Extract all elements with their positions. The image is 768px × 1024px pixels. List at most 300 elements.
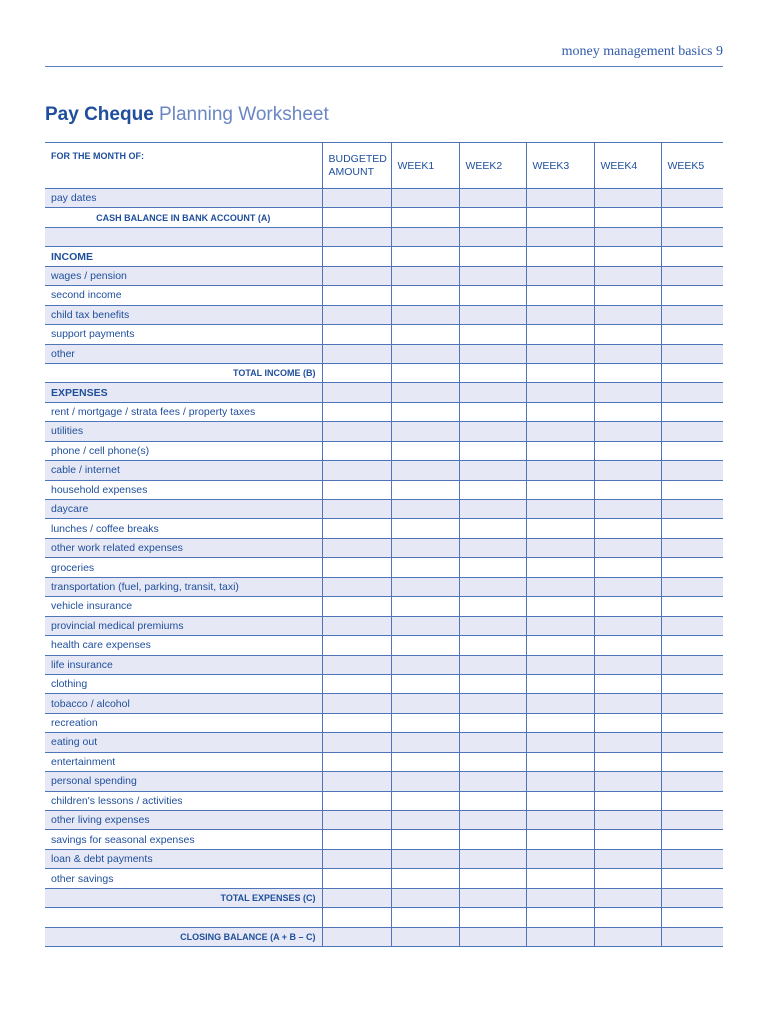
entry-cell[interactable] (391, 752, 459, 771)
entry-cell[interactable] (322, 402, 391, 421)
entry-cell[interactable] (322, 888, 391, 907)
table-row (45, 636, 723, 655)
column-header-week5: WEEK5 (661, 143, 723, 189)
entry-cell[interactable] (661, 500, 723, 519)
table-row (45, 305, 723, 324)
entry-cell[interactable] (459, 655, 526, 674)
entry-cell[interactable] (459, 266, 526, 285)
entry-cell[interactable] (322, 655, 391, 674)
entry-cell[interactable] (661, 772, 723, 791)
row-label: TOTAL EXPENSES (C) (45, 888, 322, 907)
entry-cell[interactable] (526, 752, 594, 771)
entry-cell[interactable] (459, 636, 526, 655)
entry-cell[interactable] (322, 752, 391, 771)
entry-cell[interactable] (391, 577, 459, 596)
entry-cell[interactable] (459, 247, 526, 266)
entry-cell[interactable] (459, 305, 526, 324)
entry-cell[interactable] (526, 461, 594, 480)
row-label: daycare (45, 500, 322, 519)
entry-cell[interactable] (391, 305, 459, 324)
entry-cell[interactable] (391, 616, 459, 635)
table-row (45, 655, 723, 674)
entry-cell[interactable] (594, 441, 661, 460)
entry-cell[interactable] (391, 694, 459, 713)
entry-cell[interactable] (594, 402, 661, 421)
entry-cell[interactable] (594, 733, 661, 752)
table-row (45, 208, 723, 227)
entry-cell[interactable] (459, 344, 526, 363)
row-label: life insurance (45, 655, 322, 674)
entry-cell[interactable] (391, 849, 459, 868)
entry-cell[interactable] (526, 305, 594, 324)
column-header-week1: WEEK1 (391, 143, 459, 189)
entry-cell[interactable] (459, 441, 526, 460)
row-label: EXPENSES (45, 383, 322, 402)
entry-cell[interactable] (594, 713, 661, 732)
entry-cell[interactable] (459, 927, 526, 946)
header-row (45, 143, 723, 189)
entry-cell[interactable] (391, 791, 459, 810)
entry-cell[interactable] (391, 733, 459, 752)
entry-cell[interactable] (459, 519, 526, 538)
table-row (45, 500, 723, 519)
entry-cell[interactable] (526, 636, 594, 655)
row-label: other work related expenses (45, 538, 322, 557)
entry-cell[interactable] (459, 674, 526, 693)
entry-cell[interactable] (594, 461, 661, 480)
entry-cell[interactable] (391, 422, 459, 441)
entry-cell[interactable] (322, 227, 391, 246)
entry-cell[interactable] (594, 811, 661, 830)
entry-cell[interactable] (661, 577, 723, 596)
entry-cell[interactable] (391, 500, 459, 519)
entry-cell[interactable] (322, 538, 391, 557)
row-label: other savings (45, 869, 322, 888)
entry-cell[interactable] (322, 305, 391, 324)
entry-cell[interactable] (322, 616, 391, 635)
entry-cell[interactable] (594, 577, 661, 596)
entry-cell[interactable] (459, 811, 526, 830)
entry-cell[interactable] (322, 558, 391, 577)
row-label: wages / pension (45, 266, 322, 285)
entry-cell[interactable] (391, 869, 459, 888)
entry-cell[interactable] (661, 558, 723, 577)
entry-cell[interactable] (322, 577, 391, 596)
entry-cell[interactable] (391, 383, 459, 402)
entry-cell[interactable] (661, 286, 723, 305)
row-label: phone / cell phone(s) (45, 441, 322, 460)
entry-cell[interactable] (661, 402, 723, 421)
entry-cell[interactable] (594, 325, 661, 344)
entry-cell[interactable] (661, 538, 723, 557)
entry-cell[interactable] (526, 286, 594, 305)
entry-cell[interactable] (594, 927, 661, 946)
entry-cell[interactable] (322, 849, 391, 868)
entry-cell[interactable] (459, 772, 526, 791)
entry-cell[interactable] (526, 422, 594, 441)
entry-cell[interactable] (322, 441, 391, 460)
entry-cell[interactable] (526, 733, 594, 752)
entry-cell[interactable] (661, 830, 723, 849)
entry-cell[interactable] (322, 597, 391, 616)
entry-cell[interactable] (661, 927, 723, 946)
table-row (45, 266, 723, 285)
entry-cell[interactable] (594, 655, 661, 674)
entry-cell[interactable] (661, 422, 723, 441)
entry-cell[interactable] (526, 227, 594, 246)
entry-cell[interactable] (459, 227, 526, 246)
entry-cell[interactable] (594, 597, 661, 616)
entry-cell[interactable] (459, 538, 526, 557)
row-label: health care expenses (45, 636, 322, 655)
row-label: other (45, 344, 322, 363)
entry-cell[interactable] (661, 733, 723, 752)
table-row (45, 363, 723, 382)
entry-cell[interactable] (322, 363, 391, 382)
entry-cell[interactable] (594, 869, 661, 888)
entry-cell[interactable] (594, 286, 661, 305)
table-row (45, 888, 723, 907)
row-label: personal spending (45, 772, 322, 791)
entry-cell[interactable] (594, 636, 661, 655)
entry-cell[interactable] (594, 383, 661, 402)
entry-cell[interactable] (661, 383, 723, 402)
row-label: support payments (45, 325, 322, 344)
entry-cell[interactable] (526, 772, 594, 791)
entry-cell[interactable] (391, 811, 459, 830)
entry-cell[interactable] (661, 189, 723, 208)
worksheet-body (45, 189, 723, 947)
row-label: transportation (fuel, parking, transit, taxi) (45, 577, 322, 596)
table-row (45, 791, 723, 810)
month-label: FOR THE MONTH OF: (45, 143, 322, 189)
worksheet-table (45, 142, 723, 947)
entry-cell[interactable] (661, 208, 723, 227)
entry-cell[interactable] (391, 189, 459, 208)
entry-cell[interactable] (526, 888, 594, 907)
entry-cell[interactable] (322, 927, 391, 946)
entry-cell[interactable] (391, 674, 459, 693)
entry-cell[interactable] (391, 227, 459, 246)
entry-cell[interactable] (322, 733, 391, 752)
entry-cell[interactable] (594, 558, 661, 577)
entry-cell[interactable] (322, 480, 391, 499)
entry-cell[interactable] (322, 208, 391, 227)
entry-cell[interactable] (594, 305, 661, 324)
entry-cell[interactable] (459, 869, 526, 888)
entry-cell[interactable] (526, 908, 594, 927)
entry-cell[interactable] (322, 461, 391, 480)
entry-cell[interactable] (661, 441, 723, 460)
entry-cell[interactable] (322, 344, 391, 363)
entry-cell[interactable] (526, 519, 594, 538)
entry-cell[interactable] (526, 441, 594, 460)
table-row (45, 811, 723, 830)
entry-cell[interactable] (322, 286, 391, 305)
entry-cell[interactable] (661, 674, 723, 693)
entry-cell[interactable] (322, 422, 391, 441)
entry-cell[interactable] (391, 286, 459, 305)
page-title (45, 104, 329, 126)
entry-cell[interactable] (661, 247, 723, 266)
entry-cell[interactable] (594, 266, 661, 285)
entry-cell[interactable] (322, 500, 391, 519)
entry-cell[interactable] (459, 461, 526, 480)
entry-cell[interactable] (661, 908, 723, 927)
entry-cell[interactable] (322, 830, 391, 849)
entry-cell[interactable] (322, 266, 391, 285)
entry-cell[interactable] (459, 422, 526, 441)
entry-cell[interactable] (661, 752, 723, 771)
entry-cell[interactable] (526, 791, 594, 810)
entry-cell[interactable] (391, 888, 459, 907)
entry-cell[interactable] (594, 247, 661, 266)
entry-cell[interactable] (391, 480, 459, 499)
entry-cell[interactable] (391, 461, 459, 480)
entry-cell[interactable] (391, 402, 459, 421)
entry-cell[interactable] (661, 519, 723, 538)
entry-cell[interactable] (526, 713, 594, 732)
column-header-week3: WEEK3 (526, 143, 594, 189)
entry-cell[interactable] (459, 363, 526, 382)
entry-cell[interactable] (594, 363, 661, 382)
entry-cell[interactable] (459, 500, 526, 519)
entry-cell[interactable] (594, 694, 661, 713)
entry-cell[interactable] (526, 694, 594, 713)
entry-cell[interactable] (391, 538, 459, 557)
entry-cell[interactable] (526, 674, 594, 693)
entry-cell[interactable] (459, 713, 526, 732)
entry-cell[interactable] (661, 655, 723, 674)
entry-cell[interactable] (459, 597, 526, 616)
table-row (45, 830, 723, 849)
entry-cell[interactable] (594, 674, 661, 693)
entry-cell[interactable] (661, 325, 723, 344)
entry-cell[interactable] (459, 830, 526, 849)
entry-cell[interactable] (459, 558, 526, 577)
entry-cell[interactable] (322, 189, 391, 208)
entry-cell[interactable] (391, 519, 459, 538)
entry-cell[interactable] (594, 616, 661, 635)
entry-cell[interactable] (322, 791, 391, 810)
entry-cell[interactable] (594, 791, 661, 810)
entry-cell[interactable] (594, 538, 661, 557)
title-light: Planning Worksheet (153, 104, 329, 125)
entry-cell[interactable] (661, 713, 723, 732)
entry-cell[interactable] (322, 325, 391, 344)
entry-cell[interactable] (526, 927, 594, 946)
entry-cell[interactable] (526, 869, 594, 888)
row-label: eating out (45, 733, 322, 752)
entry-cell[interactable] (594, 519, 661, 538)
entry-cell[interactable] (391, 597, 459, 616)
table-row (45, 752, 723, 771)
entry-cell[interactable] (322, 674, 391, 693)
row-label: entertainment (45, 752, 322, 771)
entry-cell[interactable] (391, 636, 459, 655)
entry-cell[interactable] (391, 830, 459, 849)
entry-cell[interactable] (526, 538, 594, 557)
table-row (45, 577, 723, 596)
table-row (45, 286, 723, 305)
entry-cell[interactable] (526, 577, 594, 596)
entry-cell[interactable] (459, 752, 526, 771)
entry-cell[interactable] (526, 597, 594, 616)
entry-cell[interactable] (526, 208, 594, 227)
entry-cell[interactable] (594, 849, 661, 868)
entry-cell[interactable] (594, 772, 661, 791)
entry-cell[interactable] (459, 733, 526, 752)
entry-cell[interactable] (391, 927, 459, 946)
table-row (45, 519, 723, 538)
entry-cell[interactable] (661, 227, 723, 246)
entry-cell[interactable] (459, 577, 526, 596)
entry-cell[interactable] (391, 655, 459, 674)
entry-cell[interactable] (391, 325, 459, 344)
entry-cell[interactable] (526, 830, 594, 849)
column-header-week4: WEEK4 (594, 143, 661, 189)
entry-cell[interactable] (322, 811, 391, 830)
entry-cell[interactable] (661, 266, 723, 285)
table-row (45, 927, 723, 946)
entry-cell[interactable] (459, 694, 526, 713)
entry-cell[interactable] (594, 500, 661, 519)
running-title: money management basics 9 (561, 44, 723, 59)
entry-cell[interactable] (322, 772, 391, 791)
entry-cell[interactable] (526, 383, 594, 402)
entry-cell[interactable] (526, 655, 594, 674)
row-label: TOTAL INCOME (B) (45, 363, 322, 382)
entry-cell[interactable] (594, 830, 661, 849)
entry-cell[interactable] (661, 694, 723, 713)
entry-cell[interactable] (594, 752, 661, 771)
entry-cell[interactable] (526, 189, 594, 208)
entry-cell[interactable] (526, 616, 594, 635)
entry-cell[interactable] (526, 247, 594, 266)
entry-cell[interactable] (661, 888, 723, 907)
entry-cell[interactable] (526, 500, 594, 519)
entry-cell[interactable] (526, 811, 594, 830)
entry-cell[interactable] (594, 227, 661, 246)
entry-cell[interactable] (391, 441, 459, 460)
row-label: CLOSING BALANCE (A + B – C) (45, 927, 322, 946)
entry-cell[interactable] (526, 363, 594, 382)
entry-cell[interactable] (526, 266, 594, 285)
entry-cell[interactable] (391, 247, 459, 266)
entry-cell[interactable] (322, 383, 391, 402)
entry-cell[interactable] (391, 558, 459, 577)
entry-cell[interactable] (526, 558, 594, 577)
entry-cell[interactable] (459, 791, 526, 810)
entry-cell[interactable] (526, 325, 594, 344)
table-row (45, 344, 723, 363)
row-label: vehicle insurance (45, 597, 322, 616)
entry-cell[interactable] (459, 383, 526, 402)
entry-cell[interactable] (391, 713, 459, 732)
entry-cell[interactable] (661, 597, 723, 616)
row-label: savings for seasonal expenses (45, 830, 322, 849)
table-row (45, 713, 723, 732)
entry-cell[interactable] (661, 869, 723, 888)
entry-cell[interactable] (322, 869, 391, 888)
entry-cell[interactable] (322, 247, 391, 266)
entry-cell[interactable] (526, 402, 594, 421)
entry-cell[interactable] (661, 344, 723, 363)
row-label: children's lessons / activities (45, 791, 322, 810)
entry-cell[interactable] (526, 344, 594, 363)
entry-cell[interactable] (391, 908, 459, 927)
entry-cell[interactable] (594, 344, 661, 363)
entry-cell[interactable] (322, 694, 391, 713)
entry-cell[interactable] (459, 286, 526, 305)
table-row (45, 558, 723, 577)
table-row (45, 441, 723, 460)
entry-cell[interactable] (459, 325, 526, 344)
entry-cell[interactable] (459, 189, 526, 208)
table-row (45, 597, 723, 616)
entry-cell[interactable] (459, 480, 526, 499)
entry-cell[interactable] (661, 811, 723, 830)
entry-cell[interactable] (661, 461, 723, 480)
entry-cell[interactable] (594, 888, 661, 907)
table-row (45, 674, 723, 693)
entry-cell[interactable] (459, 616, 526, 635)
entry-cell[interactable] (661, 791, 723, 810)
table-row (45, 189, 723, 208)
table-row (45, 869, 723, 888)
entry-cell[interactable] (594, 208, 661, 227)
row-label: INCOME (45, 247, 322, 266)
table-row (45, 694, 723, 713)
entry-cell[interactable] (322, 713, 391, 732)
entry-cell[interactable] (661, 616, 723, 635)
row-label: lunches / coffee breaks (45, 519, 322, 538)
entry-cell[interactable] (459, 402, 526, 421)
entry-cell[interactable] (322, 908, 391, 927)
table-row (45, 733, 723, 752)
entry-cell[interactable] (391, 363, 459, 382)
entry-cell[interactable] (459, 208, 526, 227)
entry-cell[interactable] (594, 422, 661, 441)
entry-cell[interactable] (661, 305, 723, 324)
entry-cell[interactable] (391, 208, 459, 227)
entry-cell[interactable] (322, 519, 391, 538)
entry-cell[interactable] (661, 849, 723, 868)
entry-cell[interactable] (594, 189, 661, 208)
entry-cell[interactable] (459, 908, 526, 927)
row-label: CASH BALANCE IN BANK ACCOUNT (A) (45, 208, 322, 227)
entry-cell[interactable] (459, 849, 526, 868)
entry-cell[interactable] (594, 908, 661, 927)
entry-cell[interactable] (459, 888, 526, 907)
entry-cell[interactable] (526, 480, 594, 499)
table-row (45, 538, 723, 557)
entry-cell[interactable] (391, 772, 459, 791)
entry-cell[interactable] (661, 363, 723, 382)
entry-cell[interactable] (661, 480, 723, 499)
table-row (45, 849, 723, 868)
row-label: loan & debt payments (45, 849, 322, 868)
entry-cell[interactable] (391, 266, 459, 285)
table-row (45, 247, 723, 266)
table-row (45, 461, 723, 480)
table-row (45, 383, 723, 402)
entry-cell[interactable] (391, 344, 459, 363)
entry-cell[interactable] (322, 636, 391, 655)
entry-cell[interactable] (661, 636, 723, 655)
entry-cell[interactable] (594, 480, 661, 499)
entry-cell[interactable] (526, 849, 594, 868)
